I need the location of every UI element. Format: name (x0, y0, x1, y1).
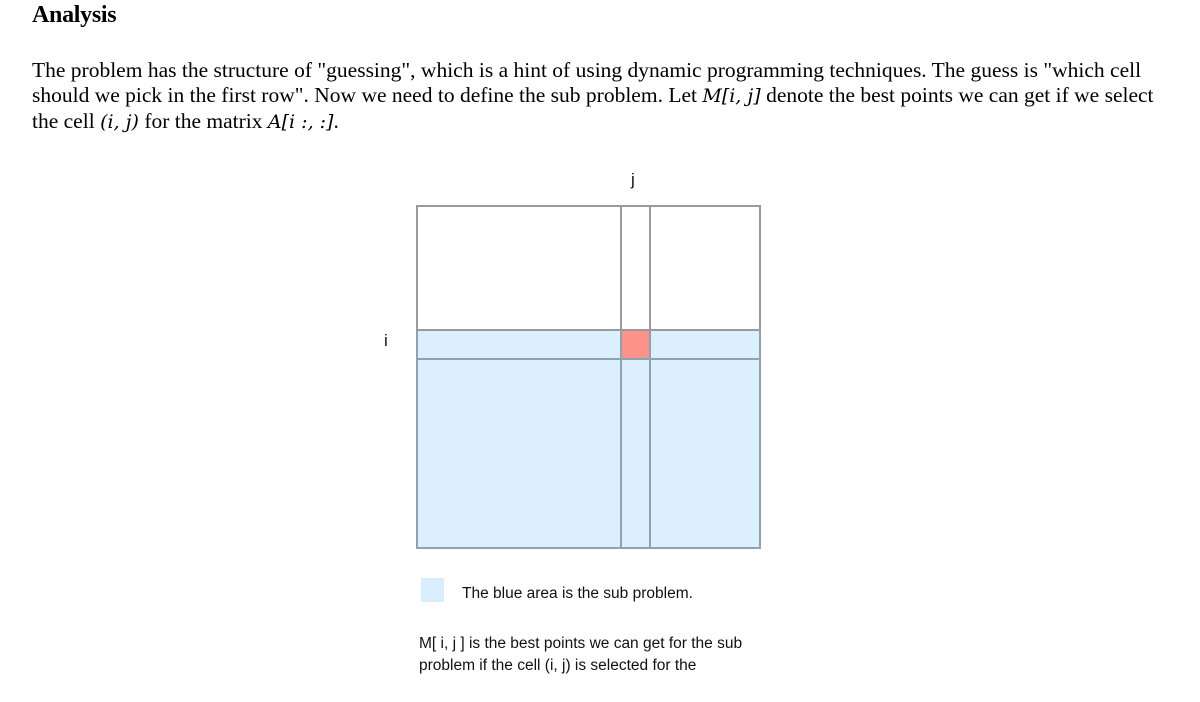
math-A (268, 111, 334, 133)
grid-border-bottom (416, 547, 761, 549)
math-cell: (i, j) (100, 111, 139, 133)
math-M (702, 85, 760, 107)
legend-blue-swatch (421, 578, 444, 602)
math-M-symbol: M (702, 85, 722, 107)
paragraph-text-3: for the matrix (138, 109, 268, 133)
caption-line-1: M[ i, j ] is the best points we can get for the sub (419, 635, 743, 652)
math-M-args: [i, j] (721, 85, 761, 107)
matrix-diagram (416, 205, 761, 549)
math-A-args: [i :, :] (281, 111, 334, 133)
grid-border-right-top (759, 205, 761, 330)
column-label-j: j (631, 170, 635, 189)
grid-col-j-right-bottom (649, 330, 651, 549)
grid-col-j-left-top (620, 205, 622, 330)
section-heading: Analysis (32, 2, 117, 28)
grid-row-i-bottom (416, 358, 761, 360)
sub-problem-region (416, 330, 761, 549)
analysis-paragraph (32, 58, 1172, 135)
caption-line-2: problem if the cell (i, j) is selected for the (419, 657, 697, 674)
paragraph-text-4: . (333, 109, 339, 133)
grid-row-i-top (416, 329, 761, 331)
selected-cell-ij (621, 331, 650, 359)
paragraph-text-2: denote the best points we can get if we select the cell (32, 83, 1154, 133)
grid-col-j-left-bottom (620, 330, 622, 549)
grid-border-left-top (416, 205, 418, 330)
row-label-i: i (384, 331, 388, 350)
legend-text: The blue area is the sub problem. (462, 585, 693, 602)
grid-col-j-right-top (649, 205, 651, 330)
grid-border-right-bottom (759, 330, 761, 549)
grid-border-left-bottom (416, 330, 418, 549)
paragraph-text-1: The problem has the structure of "guessing", which is a hint of using dynamic programming techniques. The guess is "which cell should we pick in the first row". Now we need to define the sub problem. Let (32, 58, 1142, 107)
math-A-symbol: A (267, 111, 282, 133)
grid-border-top (416, 205, 761, 207)
